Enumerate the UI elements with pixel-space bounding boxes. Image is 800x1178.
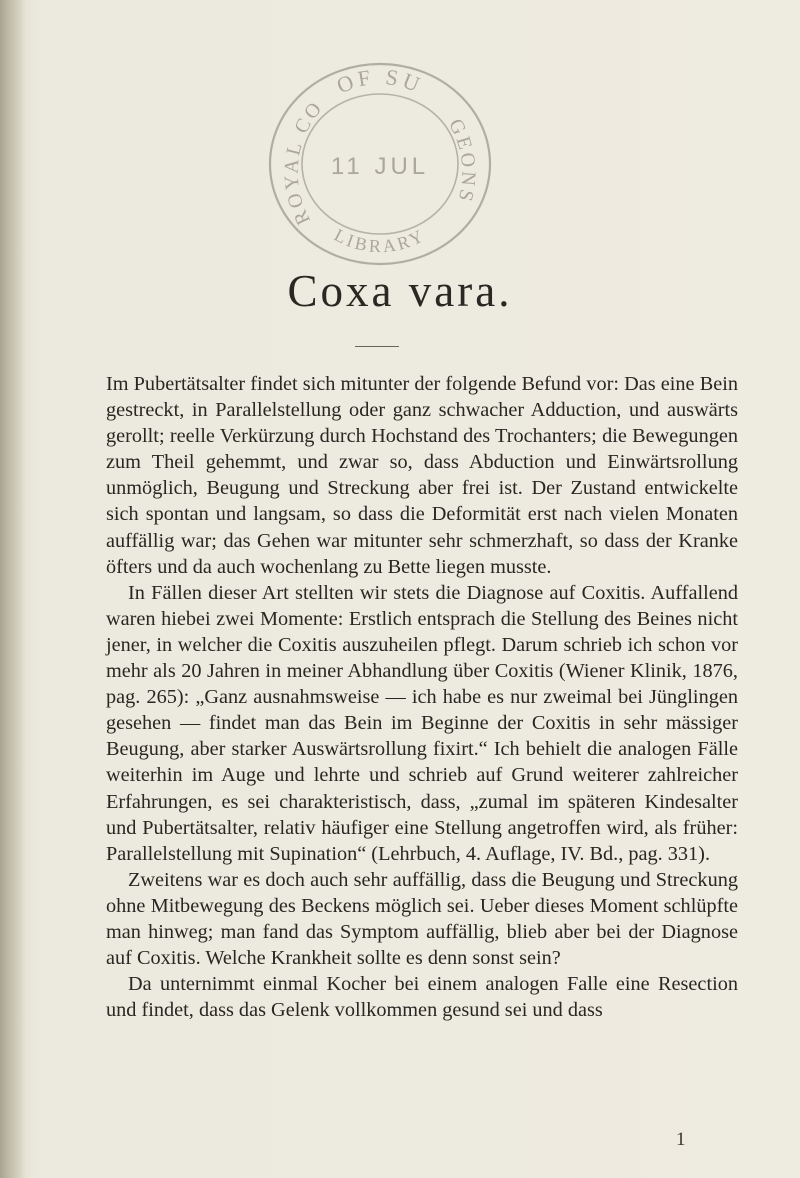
stamp-right-text: GEONS [444, 115, 480, 207]
library-stamp [255, 52, 505, 277]
page-number: 1 [676, 1129, 686, 1150]
page-title: Coxa vara. [287, 266, 513, 316]
paragraph: Da unternimmt einmal Kocher bei einem analogen Falle eine Resection und findet, dass das Gelenk vollkommen gesund sei und dass [106, 973, 738, 1022]
binding-edge [0, 0, 26, 1178]
paragraph: In Fällen dieser Art stellten wir stets die Diagnose auf Coxitis. Auffallend waren hiebei zwei Momente: Erstlich entsprach die Stellung des Beines nicht jener, in welcher die Coxitis auszuheilen pflegt. Darum schrieb ich schon vor mehr als 20 Jahren in meiner Abhandlung über Coxitis (Wiener Klinik, 1876, pag. 265): „Ganz ausnahmsweise — ich habe es nur zweimal bei Jünglingen gesehen — findet man das Bein im Beginne der Coxitis in sehr mässiger Beugung, aber starker Auswärtsrollung fixirt.“ Ich behielt die analogen Fälle weiterhin im Auge und lehrte und schrieb auf Grund weiterer zahlreicher Erfahrungen, es sei charakteristisch, dass, „zumal im späteren Kindesalter und Pubertätsalter, relativ häufiger eine Stellung angetroffen wird, als früher: Parallelstellung mit Supination“ (Lehrbuch, 4. Auflage, IV. Bd., pag. 331). [106, 581, 738, 865]
stamp-left-text: ROYAL CO [280, 96, 328, 229]
paragraph: Zweitens war es doch auch sehr auffällig, dass die Beugung und Streckung ohne Mitbewegung des Beckens möglich sei. Ueber dieses Moment schlüpfte man hinweg; man fand das Symptom auffällig, blieb aber bei der Diagnose auf Coxitis. Welche Krankheit sollte es denn sonst sein? [106, 868, 738, 970]
stamp-top-text: OF SU [333, 63, 427, 99]
body-text [106, 371, 738, 1023]
title-divider [355, 346, 399, 347]
paragraph: Im Pubertätsalter findet sich mitunter der folgende Befund vor: Das eine Bein gestreckt, in Parallelstellung oder ganz schwacher Adduction, und auswärts gerollt; reelle Verkürzung durch Hochstand des Trochanters; die Bewegungen zum Theil gehemmt, und zwar so, dass Abduction und Einwärtsrollung unmöglich, Beugung und Streckung aber frei ist. Der Zustand entwickelte sich spontan und langsam, so dass die Deformität erst nach vielen Monaten auffällig war; das Gehen war mitunter sehr schmerzhaft, so dass der Kranke öfters und da auch wochenlang zu Bette liegen musste. [106, 373, 738, 578]
stamp-date: 11 JUL [330, 153, 430, 180]
stamp-bottom-text: LIBRARY [330, 224, 430, 257]
